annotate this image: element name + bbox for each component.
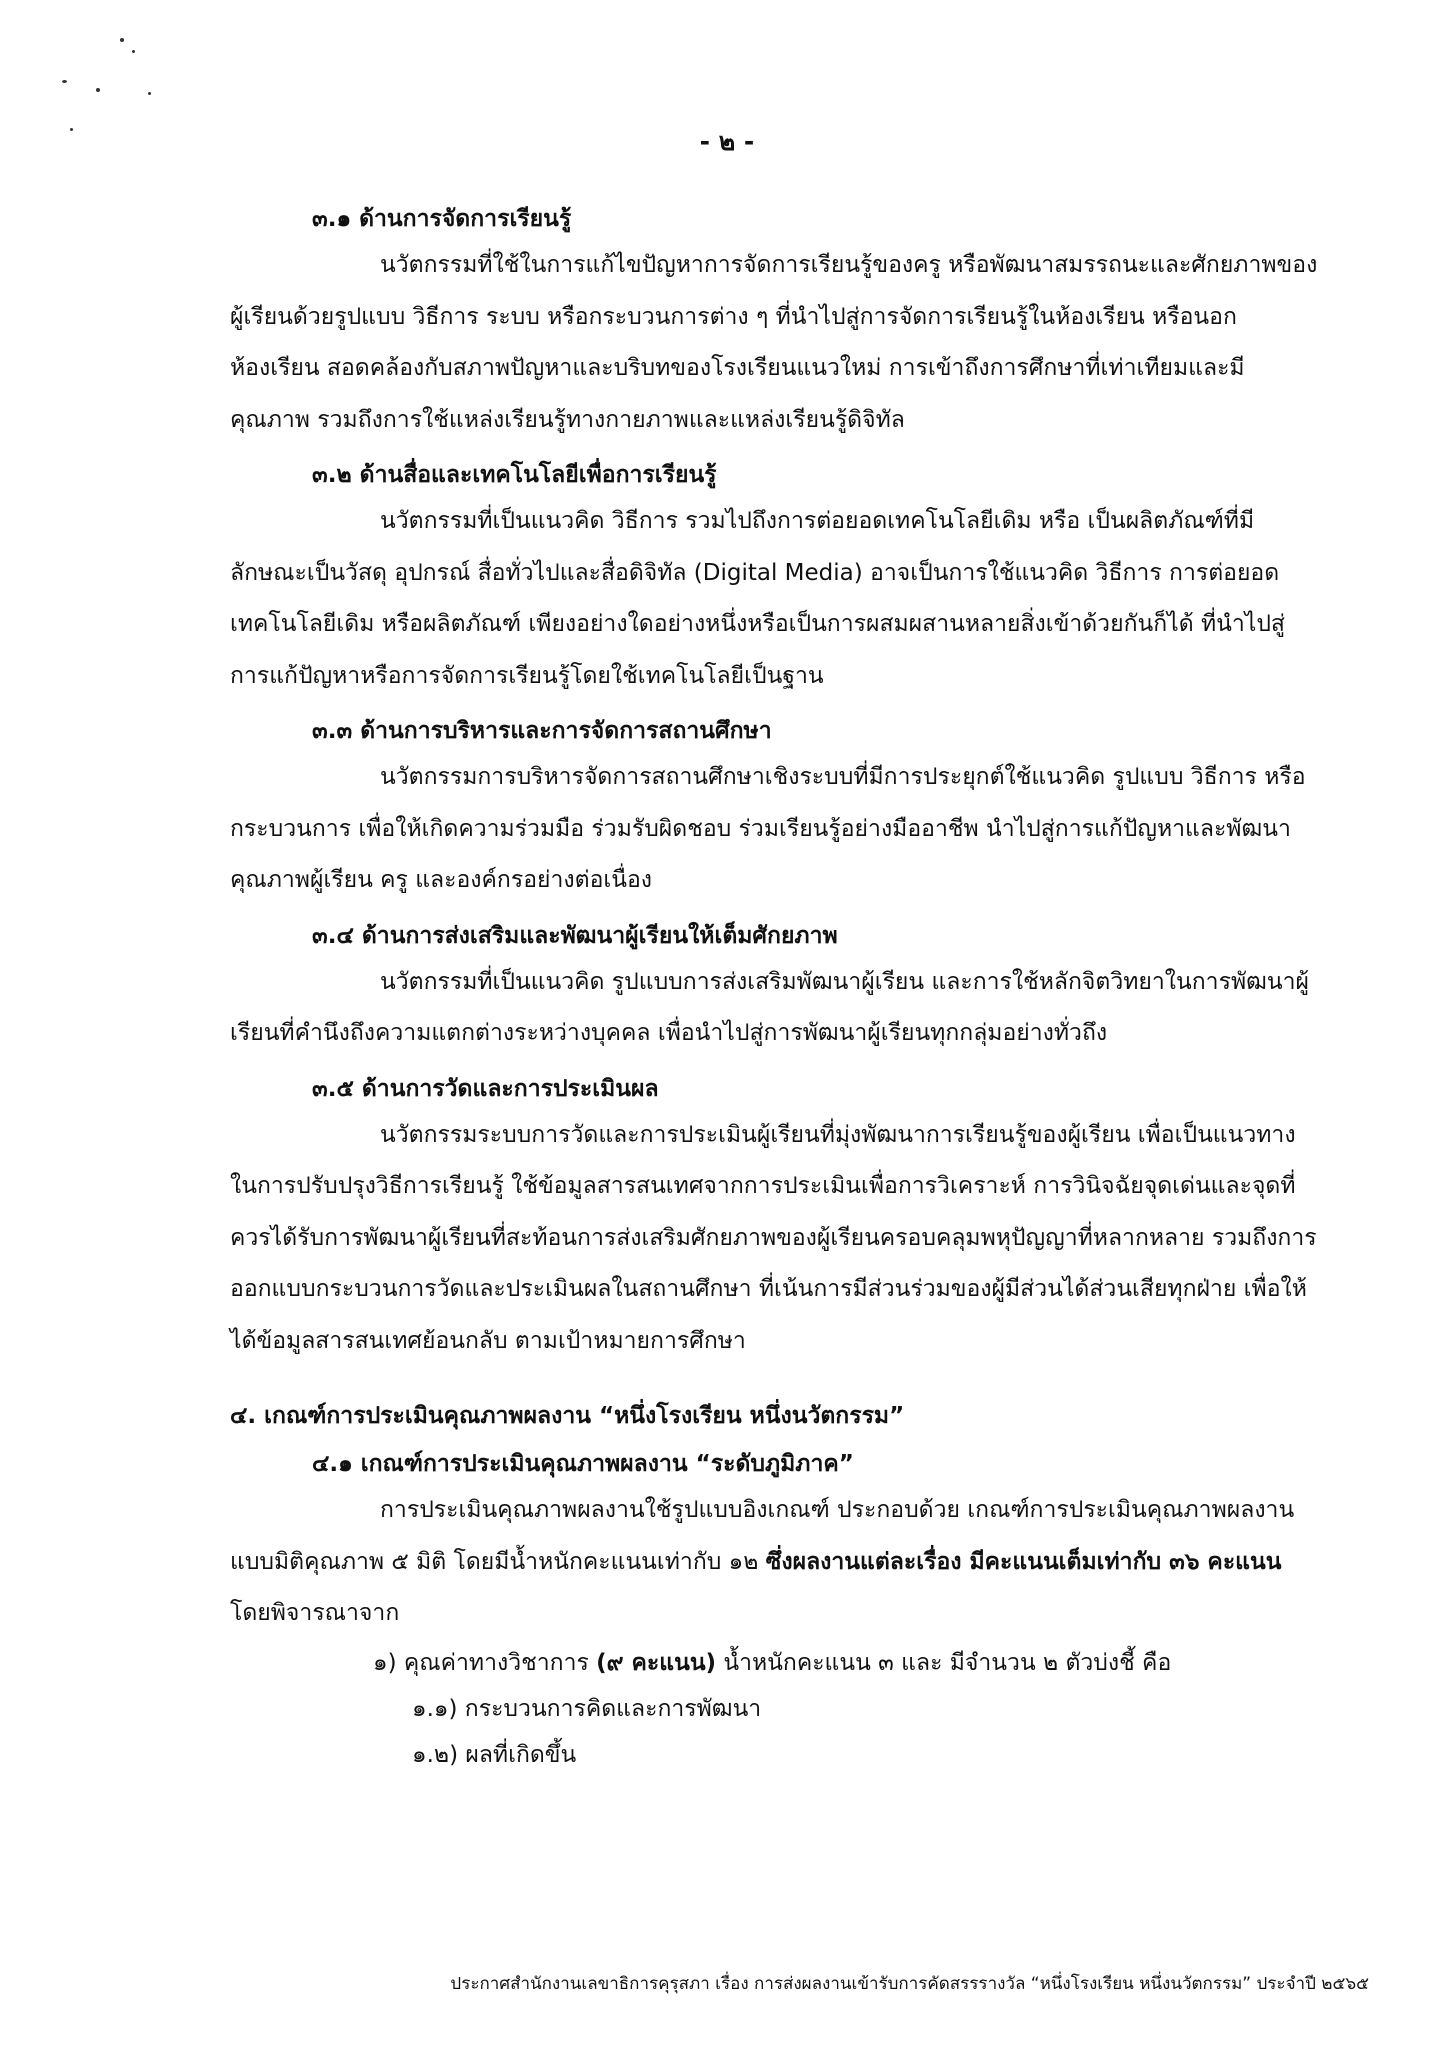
criteria-item-score: (๙ คะแนน) bbox=[596, 1649, 717, 1676]
section-body: นวัตกรรมที่เป็นแนวคิด วิธีการ รวมไปถึงการต่อยอดเทคโนโลยีเดิม หรือ เป็นผลิตภัณฑ์ที่มีลักษณะเป็นวัสดุ อุปกรณ์ สื่อทั่วไปและสื่อดิจิทัล (Digital Media) อาจเป็นการใช้แนวคิด วิธีการ การต่อยอดเทคโนโลยีเดิม หรือผลิตภัณฑ์ เพียงอย่างใดอย่างหนึ่งหรือเป็นการผสมผสานหลายสิ่งเข้าด้วยกันก็ได้ ที่นำไปสู่การแก้ปัญหาหรือการจัดการเรียนรู้โดยใช้เทคโนโลยีเป็นฐาน bbox=[230, 508, 1285, 689]
scan-speck bbox=[132, 50, 135, 53]
section-heading: ๓.๕ ด้านการวัดและการประเมินผล bbox=[312, 1075, 659, 1102]
criteria-heading: ๔. เกณฑ์การประเมินคุณภาพผลงาน “หนึ่งโรงเรียน หนึ่งนวัตกรรม” bbox=[230, 1403, 905, 1429]
section-body: นวัตกรรมที่เป็นแนวคิด รูปแบบการส่งเสริมพัฒนาผู้เรียน และการใช้หลักจิตวิทยาในการพัฒนาผู้เรียนที่คำนึงถึงความแตกต่างระหว่างบุคคล เพื่อนำไปสู่การพัฒนาผู้เรียนทุกกลุ่มอย่างทั่วถึง bbox=[230, 968, 1310, 1046]
criteria-score-note: ซึ่งผลงานแต่ละเรื่อง มีคะแนนเต็มเท่ากับ ๓๖ คะแนน bbox=[765, 1548, 1282, 1575]
section-heading: ๓.๒ ด้านสื่อและเทคโนโลยีเพื่อการเรียนรู้ bbox=[312, 462, 717, 488]
scan-speck bbox=[96, 88, 100, 92]
criteria-body: การประเมินคุณภาพผลงานใช้รูปแบบอิงเกณฑ์ ประกอบด้วย เกณฑ์การประเมินคุณภาพผลงานแบบมิติคุณภาพ ๕ มิติ โดยมีน้ำหนักคะแนนเท่ากับ ๑๒ ซึ่งผลงานแต่ละเรื่อง มีคะแนนเต็มเท่ากับ ๓๖ คะแนน โดยพิจารณาจาก bbox=[230, 1497, 1295, 1626]
criteria-sub-heading: ๔.๑ เกณฑ์การประเมินคุณภาพผลงาน “ระดับภูมิภาค” bbox=[312, 1451, 854, 1477]
section-heading: ๓.๑ ด้านการจัดการเรียนรู้ bbox=[312, 206, 572, 232]
criteria-sub-item: ๑.๒) ผลที่เกิดขึ้น bbox=[412, 1741, 577, 1768]
section-body: นวัตกรรมที่ใช้ในการแก้ไขปัญหาการจัดการเรียนรู้ของครู หรือพัฒนาสมรรถนะและศักยภาพของผู้เรียนด้วยรูปแบบ วิธีการ ระบบ หรือกระบวนการต่าง ๆ ที่นำไปสู่การจัดการเรียนรู้ในห้องเรียน หรือนอกห้องเรียน สอดคล้องกับสภาพปัญหาและบริบทของโรงเรียนแนวใหม่ การเข้าถึงการศึกษาที่เท่าเทียมและมีคุณภาพ รวมถึงการใช้แหล่งเรียนรู้ทางกายภาพและแหล่งเรียนรู้ดิจิทัล bbox=[230, 252, 1318, 433]
section-body: นวัตกรรมระบบการวัดและการประเมินผู้เรียนที่มุ่งพัฒนาการเรียนรู้ของผู้เรียน เพื่อเป็นแนวทางในการปรับปรุงวิธีการเรียนรู้ ใช้ข้อมูลสารสนเทศจากการประเมินเพื่อการวิเคราะห์ การวินิจฉัยจุดเด่นและจุดที่ควรได้รับการพัฒนาผู้เรียนที่สะท้อนการส่งเสริมศักยภาพของผู้เรียนครอบคลุมพหุปัญญาที่หลากหลาย รวมถึงการออกแบบกระบวนการวัดและประเมินผลในสถานศึกษา ที่เน้นการมีส่วนร่วมของผู้มีส่วนได้ส่วนเสียทุกฝ่าย เพื่อให้ได้ข้อมูลสารสนเทศย้อนกลับ ตามเป้าหมายการศึกษา bbox=[230, 1121, 1317, 1354]
section-body: นวัตกรรมการบริหารจัดการสถานศึกษาเชิงระบบที่มีการประยุกต์ใช้แนวคิด รูปแบบ วิธีการ หรือกระบวนการ เพื่อให้เกิดความร่วมมือ ร่วมรับผิดชอบ ร่วมเรียนรู้อย่างมืออาชีพ นำไปสู่การแก้ปัญหาและพัฒนาคุณภาพผู้เรียน ครู และองค์กรอย่างต่อเนื่อง bbox=[230, 764, 1306, 893]
page-number: - ๒ - bbox=[699, 127, 755, 156]
document-body bbox=[230, 200, 1320, 1778]
section-heading: ๓.๓ ด้านการบริหารและการจัดการสถานศึกษา bbox=[312, 718, 772, 744]
footer-note: ประกาศสำนักงานเลขาธิการคุรุสภา เรื่อง การส่งผลงานเข้ารับการคัดสรรรางวัล “หนึ่งโรงเรียน หนึ่งนวัตกรรม” ประจำปี ๒๕๖๕ bbox=[450, 1974, 1369, 1994]
scan-speck bbox=[148, 92, 151, 95]
criteria-sub-item: ๑.๑) กระบวนการคิดและการพัฒนา bbox=[412, 1695, 762, 1722]
scan-speck bbox=[120, 38, 124, 42]
scan-speck bbox=[62, 80, 67, 83]
criteria-item: ๑) คุณค่าทางวิชาการ (๙ คะแนน) น้ำหนักคะแนน ๓ และ มีจำนวน ๒ ตัวบ่งชี้ คือ bbox=[373, 1649, 1172, 1676]
section-heading: ๓.๔ ด้านการส่งเสริมและพัฒนาผู้เรียนให้เต็มศักยภาพ bbox=[312, 922, 838, 949]
